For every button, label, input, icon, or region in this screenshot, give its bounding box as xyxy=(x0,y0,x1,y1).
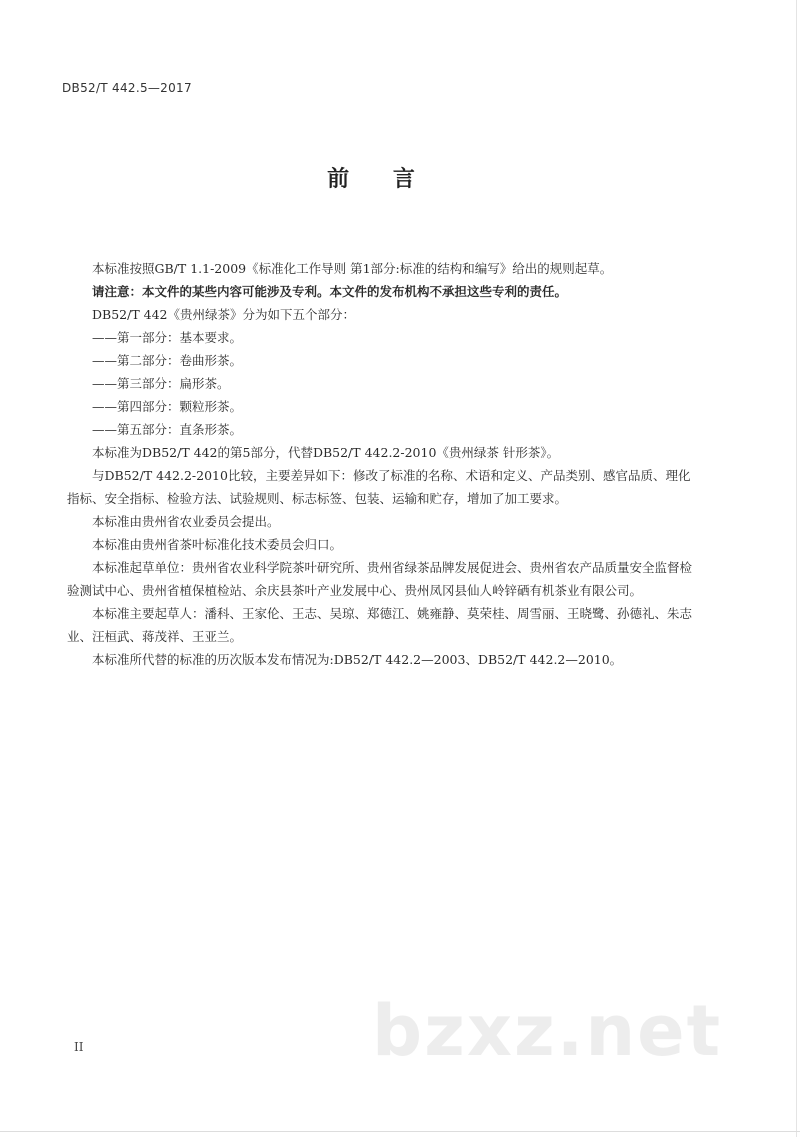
patent-notice: 请注意：本文件的某些内容可能涉及专利。本文件的发布机构不承担这些专利的责任。 xyxy=(92,284,568,299)
page-title: 前 言 xyxy=(327,167,433,192)
list-item: ——第三部分：扁形茶。 xyxy=(92,376,230,391)
paragraph: 本标准为DB52/T 442的第5部分，代替DB52/T 442.2-2010《贵州绿茶 针形茶》。 xyxy=(92,445,560,460)
paragraph: 本标准由贵州省茶叶标准化技术委员会归口。 xyxy=(92,537,343,552)
list-item: ——第一部分：基本要求。 xyxy=(92,330,243,345)
document-number: DB52/T 442.5—2017 xyxy=(62,81,192,95)
page-edge-right xyxy=(796,0,797,1137)
watermark: bzxz.net xyxy=(372,990,723,1072)
bottom-divider xyxy=(0,1131,800,1132)
paragraph: 本标准所代替的标准的历次版本发布情况为:DB52/T 442.2—2003、DB52/T 442.2—2010。 xyxy=(92,652,623,667)
paragraph: 本标准按照GB/T 1.1-2009《标准化工作导则 第1部分:标准的结构和编写》给出的规则起草。 xyxy=(92,261,613,276)
paragraph: DB52/T 442《贵州绿茶》分为如下五个部分： xyxy=(92,307,355,322)
paragraph: 本标准由贵州省农业委员会提出。 xyxy=(92,514,280,529)
paragraph: 本标准主要起草人：潘科、王家伦、王志、吴琼、郑德江、姚雍静、莫荣桂、周雪丽、王晓鹭、孙德礼、朱志业、汪桓武、蒋茂祥、王亚兰。 xyxy=(67,606,693,644)
page-number: II xyxy=(74,1040,84,1054)
list-item: ——第五部分：直条形茶。 xyxy=(92,422,243,437)
paragraph: 与DB52/T 442.2-2010比较，主要差异如下：修改了标准的名称、术语和定义、产品类别、感官品质、理化指标、安全指标、检验方法、试验规则、标志标签、包装、运输和贮存，增加了加工要求。 xyxy=(67,468,691,506)
list-item: ——第四部分：颗粒形茶。 xyxy=(92,399,243,414)
paragraph: 本标准起草单位：贵州省农业科学院茶叶研究所、贵州省绿茶品牌发展促进会、贵州省农产品质量安全监督检验测试中心、贵州省植保植检站、余庆县茶叶产业发展中心、贵州凤冈县仙人岭锌硒有机茶业有限公司。 xyxy=(67,560,693,598)
list-item: ——第二部分：卷曲形茶。 xyxy=(92,353,243,368)
document-body xyxy=(67,257,695,671)
